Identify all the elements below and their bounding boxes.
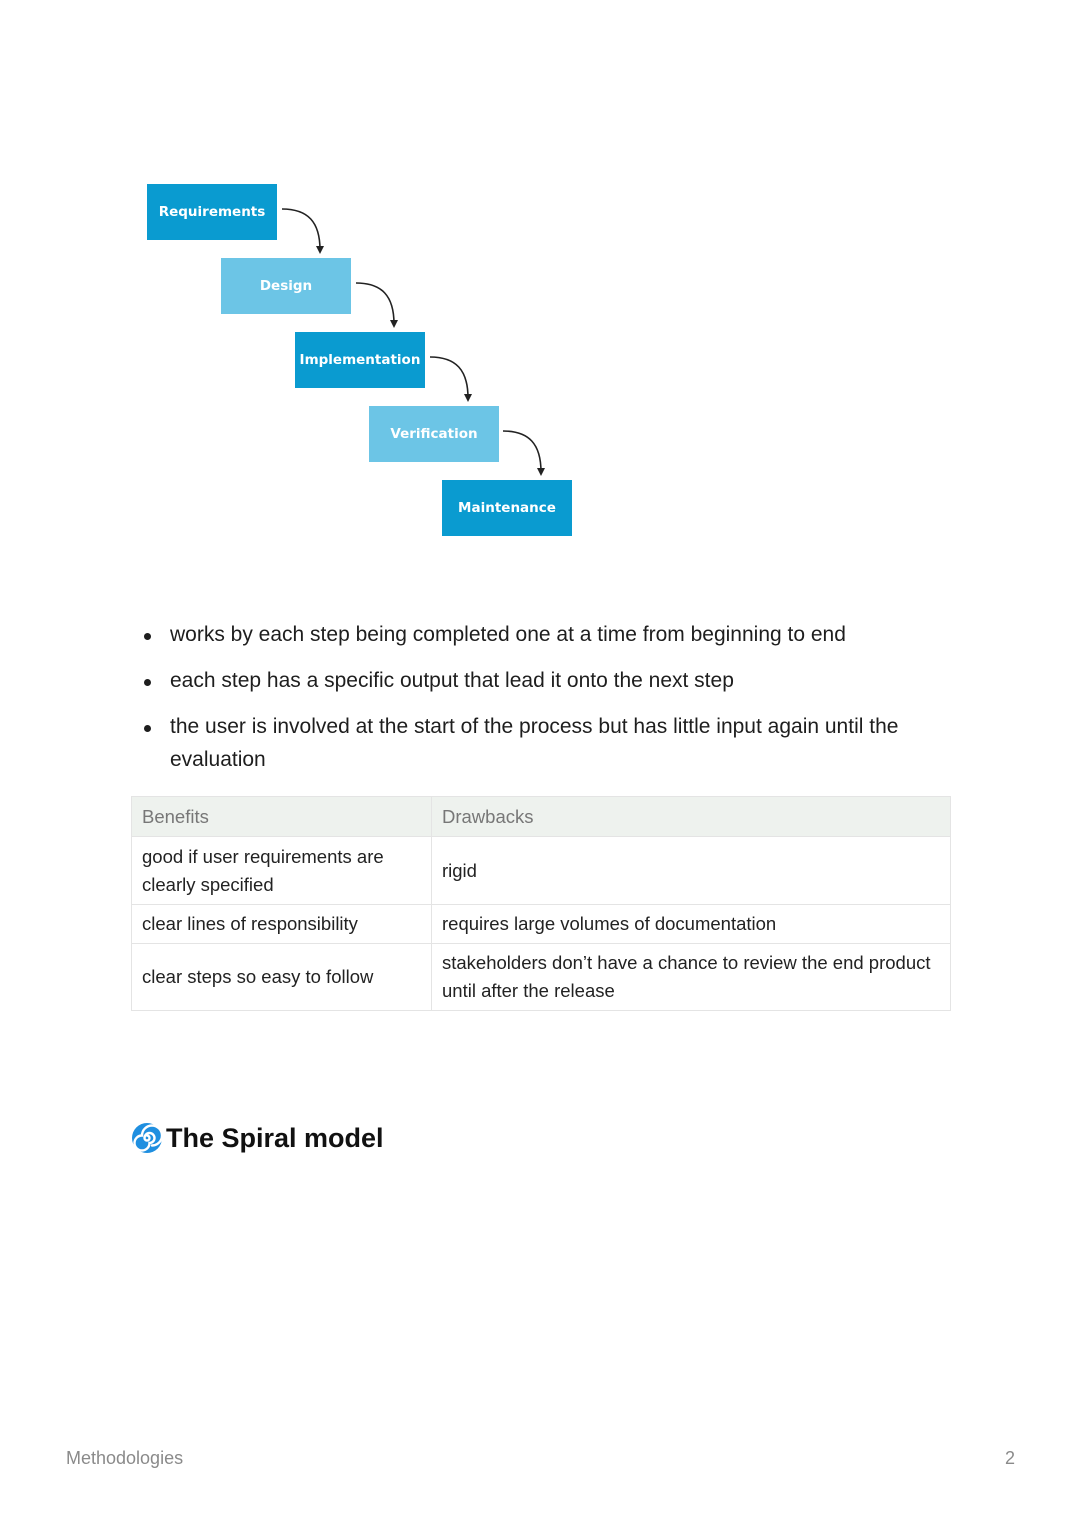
step-implementation: Implementation bbox=[295, 332, 425, 388]
arrow-requirements-design bbox=[282, 209, 320, 250]
footer-document-title: Methodologies bbox=[66, 1448, 184, 1468]
list-item: each step has a specific output that lead it onto the next step bbox=[140, 664, 940, 697]
drawback-cell: stakeholders don’t have a chance to review the end product until after the release bbox=[432, 944, 951, 1011]
step-maintenance: Maintenance bbox=[442, 480, 572, 536]
arrow-design-implementation bbox=[356, 283, 394, 324]
arrow-verification-maintenance bbox=[503, 431, 541, 472]
step-design: Design bbox=[221, 258, 351, 314]
drawback-cell: requires large volumes of documentation bbox=[432, 905, 951, 944]
step-requirements: Requirements bbox=[147, 184, 277, 240]
benefit-cell: clear lines of responsibility bbox=[132, 905, 432, 944]
section-heading-text: The Spiral model bbox=[166, 1122, 384, 1153]
table-header-row bbox=[132, 797, 951, 837]
arrow-implementation-verification bbox=[430, 357, 468, 398]
list-item: works by each step being completed one at a time from beginning to end bbox=[140, 618, 940, 651]
description-list bbox=[140, 618, 940, 789]
table-row bbox=[132, 944, 951, 1011]
benefit-cell: good if user requirements are clearly specified bbox=[132, 837, 432, 905]
list-item: the user is involved at the start of the process but has little input again until the evaluation bbox=[140, 710, 940, 776]
header-benefits: Benefits bbox=[132, 797, 432, 837]
page-number: 2 bbox=[1004, 1448, 1015, 1468]
table-row bbox=[132, 905, 951, 944]
section-heading bbox=[131, 1122, 384, 1154]
benefit-cell: clear steps so easy to follow bbox=[132, 944, 432, 1011]
step-verification: Verification bbox=[369, 406, 499, 462]
cyclone-icon bbox=[131, 1122, 163, 1154]
benefits-drawbacks-table bbox=[131, 796, 951, 1011]
table-row bbox=[132, 837, 951, 905]
header-drawbacks: Drawbacks bbox=[432, 797, 951, 837]
drawback-cell: rigid bbox=[432, 837, 951, 905]
